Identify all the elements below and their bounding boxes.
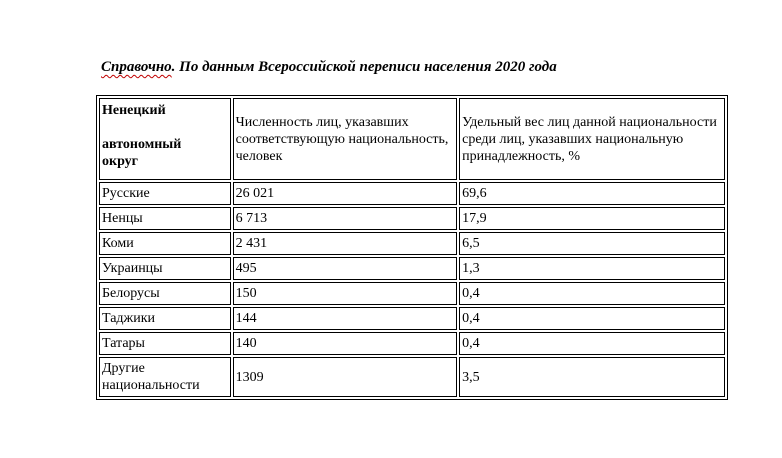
header-region <box>99 98 231 180</box>
cell-nationality: Татары <box>99 332 231 355</box>
cell-count: 150 <box>233 282 458 305</box>
cell-nationality: Белорусы <box>99 282 231 305</box>
header-share: Удельный вес лиц данной национальности среди лиц, указавших национальную принадлежность, % <box>459 98 725 180</box>
cell-count: 144 <box>233 307 458 330</box>
cell-count: 140 <box>233 332 458 355</box>
table-row <box>99 357 725 397</box>
cell-share: 1,3 <box>459 257 725 280</box>
heading-first-word: Справочно <box>101 59 172 75</box>
cell-share: 0,4 <box>459 332 725 355</box>
cell-share: 0,4 <box>459 282 725 305</box>
header-region-line2: автономный <box>102 137 182 152</box>
table-row <box>99 232 725 255</box>
cell-share: 17,9 <box>459 207 725 230</box>
cell-count: 2 431 <box>233 232 458 255</box>
cell-count: 6 713 <box>233 207 458 230</box>
cell-nationality: Другие национальности <box>99 357 231 397</box>
table-row <box>99 332 725 355</box>
cell-nationality: Украинцы <box>99 257 231 280</box>
cell-share: 3,5 <box>459 357 725 397</box>
cell-share: 0,4 <box>459 307 725 330</box>
table-row <box>99 257 725 280</box>
header-region-line3: округ <box>102 154 139 169</box>
table-row <box>99 182 725 205</box>
cell-nationality: Таджики <box>99 307 231 330</box>
cell-nationality: Коми <box>99 232 231 255</box>
census-table <box>96 95 728 400</box>
table-header-row <box>99 98 725 180</box>
header-region-line1: Ненецкий <box>102 103 166 118</box>
cell-count: 1309 <box>233 357 458 397</box>
table-row <box>99 307 725 330</box>
cell-share: 6,5 <box>459 232 725 255</box>
header-count: Численность лиц, указавших соответствующую национальность, человек <box>233 98 458 180</box>
cell-nationality: Русские <box>99 182 231 205</box>
cell-count: 495 <box>233 257 458 280</box>
heading-rest: . По данным Всероссийской переписи населения 2020 года <box>171 59 557 75</box>
table-row <box>99 207 725 230</box>
page-heading <box>101 57 557 77</box>
cell-nationality: Ненцы <box>99 207 231 230</box>
cell-share: 69,6 <box>459 182 725 205</box>
table-row <box>99 282 725 305</box>
cell-count: 26 021 <box>233 182 458 205</box>
